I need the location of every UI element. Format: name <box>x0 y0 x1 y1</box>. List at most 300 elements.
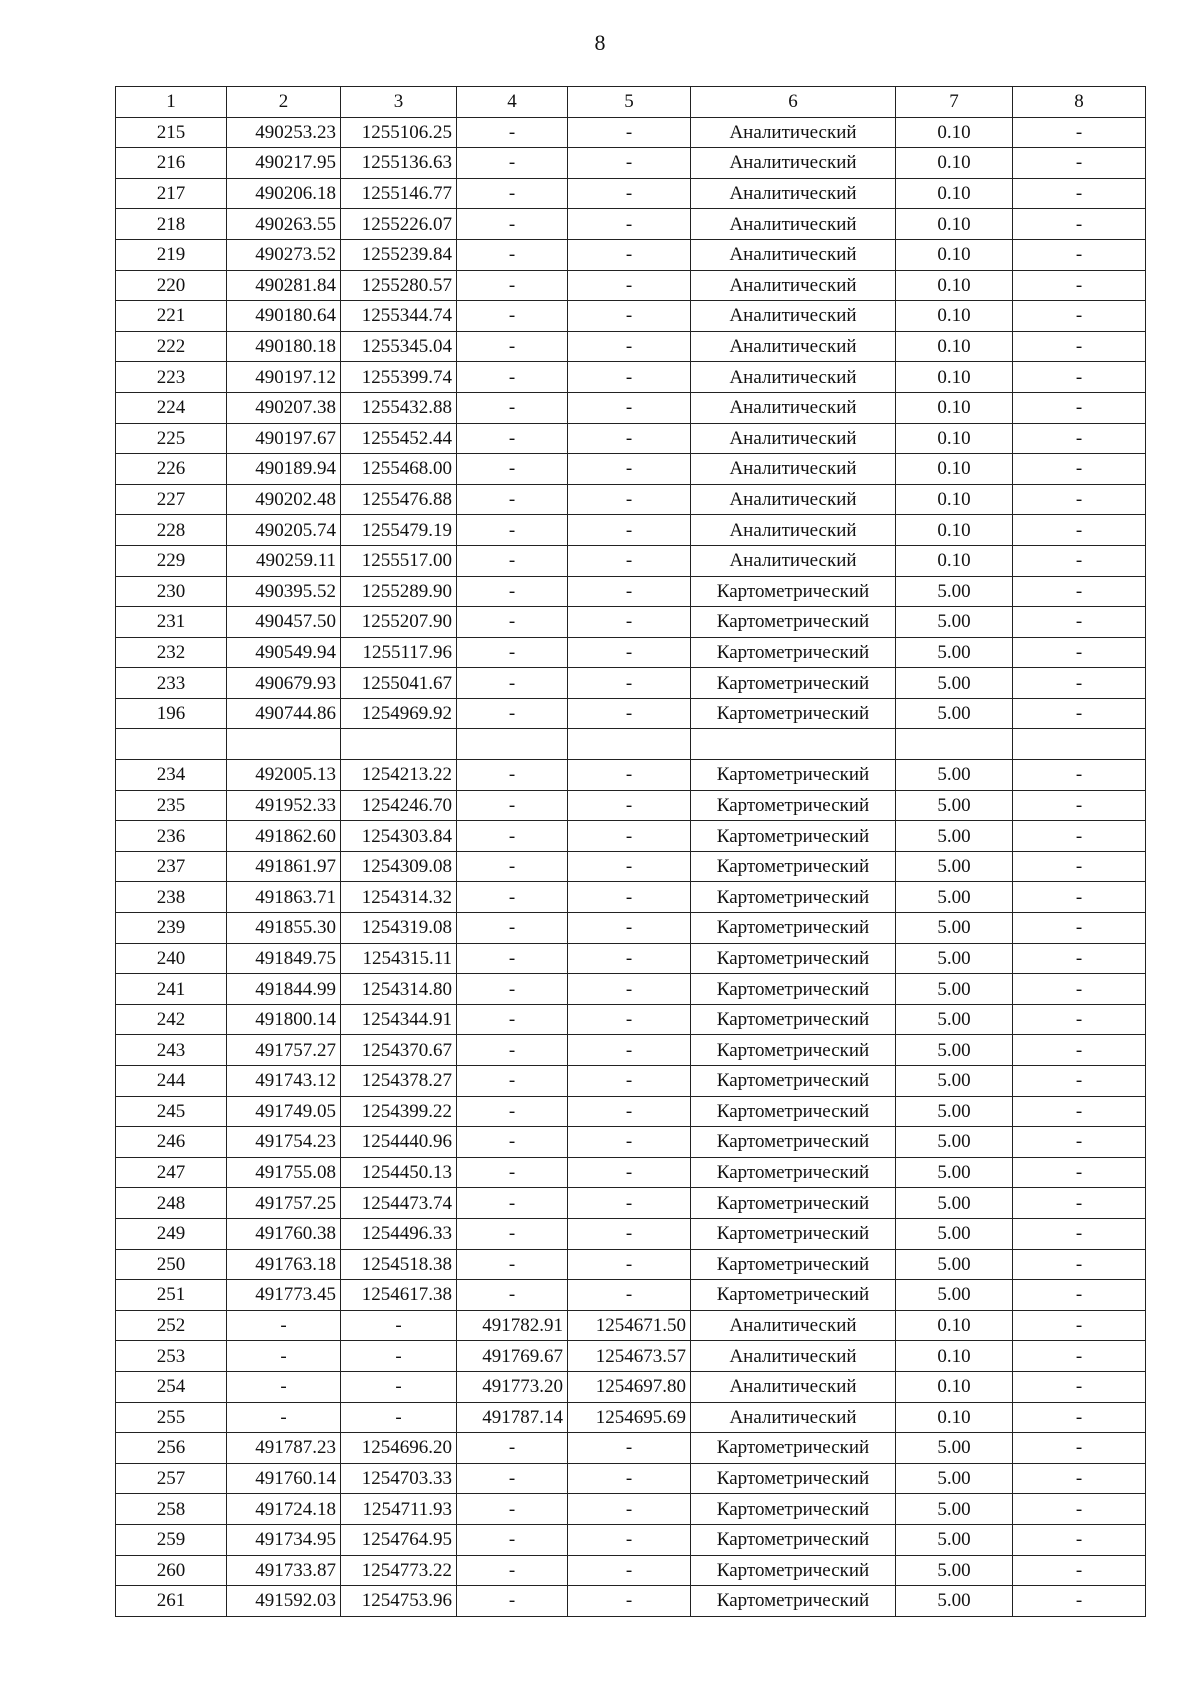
cell-description: - <box>1013 607 1146 638</box>
cell-method: Картометрический <box>691 1494 896 1525</box>
cell-x-coordinate: 491844.99 <box>227 974 341 1005</box>
cell-y-coordinate: 1254617.38 <box>341 1280 457 1311</box>
cell-point-number <box>116 729 227 760</box>
cell-new-y-coordinate: - <box>568 515 691 546</box>
cell-y-coordinate: 1254753.96 <box>341 1586 457 1617</box>
header-cell-4: 4 <box>457 87 568 118</box>
cell-description: - <box>1013 270 1146 301</box>
table-row <box>116 882 1146 913</box>
cell-accuracy: 0.10 <box>896 515 1013 546</box>
cell-y-coordinate: 1254518.38 <box>341 1249 457 1280</box>
cell-new-y-coordinate: - <box>568 239 691 270</box>
cell-new-y-coordinate: - <box>568 117 691 148</box>
cell-point-number: 228 <box>116 515 227 546</box>
cell-new-x-coordinate: - <box>457 882 568 913</box>
cell-y-coordinate: 1254309.08 <box>341 851 457 882</box>
cell-description: - <box>1013 698 1146 729</box>
cell-accuracy: 0.10 <box>896 362 1013 393</box>
cell-point-number: 230 <box>116 576 227 607</box>
cell-point-number: 229 <box>116 545 227 576</box>
cell-new-y-coordinate: - <box>568 209 691 240</box>
table-row <box>116 1066 1146 1097</box>
table-row <box>116 974 1146 1005</box>
header-row <box>116 87 1146 118</box>
cell-y-coordinate: 1254314.32 <box>341 882 457 913</box>
cell-point-number: 248 <box>116 1188 227 1219</box>
cell-method <box>691 729 896 760</box>
cell-accuracy: 5.00 <box>896 1004 1013 1035</box>
cell-new-x-coordinate: - <box>457 1494 568 1525</box>
cell-accuracy: 5.00 <box>896 821 1013 852</box>
cell-method: Аналитический <box>691 515 896 546</box>
cell-new-x-coordinate: - <box>457 1004 568 1035</box>
cell-description: - <box>1013 1188 1146 1219</box>
cell-y-coordinate: - <box>341 1371 457 1402</box>
cell-description: - <box>1013 1004 1146 1035</box>
cell-new-y-coordinate: - <box>568 1035 691 1066</box>
cell-method: Аналитический <box>691 209 896 240</box>
cell-new-x-coordinate: 491773.20 <box>457 1371 568 1402</box>
cell-new-x-coordinate: - <box>457 1555 568 1586</box>
cell-new-y-coordinate: - <box>568 148 691 179</box>
cell-method: Картометрический <box>691 821 896 852</box>
cell-accuracy: 0.10 <box>896 545 1013 576</box>
cell-point-number: 222 <box>116 331 227 362</box>
cell-y-coordinate: 1254969.92 <box>341 698 457 729</box>
cell-method: Картометрический <box>691 1035 896 1066</box>
cell-method: Аналитический <box>691 270 896 301</box>
cell-new-y-coordinate: - <box>568 698 691 729</box>
cell-method: Картометрический <box>691 668 896 699</box>
cell-method: Картометрический <box>691 760 896 791</box>
cell-y-coordinate: 1254246.70 <box>341 790 457 821</box>
cell-description: - <box>1013 1096 1146 1127</box>
cell-new-y-coordinate: - <box>568 1463 691 1494</box>
cell-accuracy: 5.00 <box>896 1157 1013 1188</box>
table-row <box>116 270 1146 301</box>
table-row <box>116 1402 1146 1433</box>
cell-new-x-coordinate: - <box>457 454 568 485</box>
cell-new-x-coordinate: - <box>457 576 568 607</box>
cell-accuracy: 5.00 <box>896 668 1013 699</box>
cell-description: - <box>1013 637 1146 668</box>
table-row <box>116 1249 1146 1280</box>
table-row <box>116 1035 1146 1066</box>
cell-new-y-coordinate: - <box>568 607 691 638</box>
cell-description: - <box>1013 239 1146 270</box>
cell-x-coordinate: 490207.38 <box>227 392 341 423</box>
cell-point-number: 220 <box>116 270 227 301</box>
table-row <box>116 851 1146 882</box>
cell-y-coordinate: 1254703.33 <box>341 1463 457 1494</box>
cell-accuracy: 5.00 <box>896 1463 1013 1494</box>
cell-description <box>1013 729 1146 760</box>
cell-method: Картометрический <box>691 1524 896 1555</box>
cell-point-number: 219 <box>116 239 227 270</box>
cell-y-coordinate: - <box>341 1402 457 1433</box>
cell-accuracy: 0.10 <box>896 148 1013 179</box>
cell-new-x-coordinate: - <box>457 331 568 362</box>
cell-x-coordinate: - <box>227 1310 341 1341</box>
cell-description: - <box>1013 1066 1146 1097</box>
cell-new-y-coordinate: 1254697.80 <box>568 1371 691 1402</box>
cell-point-number: 216 <box>116 148 227 179</box>
cell-y-coordinate: 1255239.84 <box>341 239 457 270</box>
cell-y-coordinate: 1254319.08 <box>341 913 457 944</box>
cell-description: - <box>1013 392 1146 423</box>
header-cell-7: 7 <box>896 87 1013 118</box>
cell-method: Картометрический <box>691 698 896 729</box>
header-cell-6: 6 <box>691 87 896 118</box>
cell-point-number: 234 <box>116 760 227 791</box>
cell-description: - <box>1013 148 1146 179</box>
cell-point-number: 260 <box>116 1555 227 1586</box>
cell-new-x-coordinate: - <box>457 1035 568 1066</box>
header-cell-2: 2 <box>227 87 341 118</box>
cell-description: - <box>1013 1524 1146 1555</box>
cell-accuracy: 0.10 <box>896 178 1013 209</box>
table-row <box>116 698 1146 729</box>
cell-new-x-coordinate: 491787.14 <box>457 1402 568 1433</box>
cell-x-coordinate: 490457.50 <box>227 607 341 638</box>
table-row <box>116 1157 1146 1188</box>
cell-method: Картометрический <box>691 1433 896 1464</box>
cell-point-number: 243 <box>116 1035 227 1066</box>
table-header <box>116 87 1146 118</box>
cell-accuracy: 5.00 <box>896 576 1013 607</box>
cell-new-y-coordinate: 1254673.57 <box>568 1341 691 1372</box>
cell-description: - <box>1013 1310 1146 1341</box>
cell-x-coordinate: 491760.38 <box>227 1218 341 1249</box>
cell-description: - <box>1013 851 1146 882</box>
coordinates-table <box>115 86 1146 1617</box>
cell-x-coordinate: 490189.94 <box>227 454 341 485</box>
cell-x-coordinate: - <box>227 1371 341 1402</box>
cell-new-x-coordinate: - <box>457 1586 568 1617</box>
header-cell-1: 1 <box>116 87 227 118</box>
cell-description: - <box>1013 362 1146 393</box>
cell-new-y-coordinate: - <box>568 1127 691 1158</box>
cell-x-coordinate: 491754.23 <box>227 1127 341 1158</box>
cell-y-coordinate: 1255280.57 <box>341 270 457 301</box>
cell-point-number: 258 <box>116 1494 227 1525</box>
cell-description: - <box>1013 1433 1146 1464</box>
cell-point-number: 241 <box>116 974 227 1005</box>
cell-accuracy: 5.00 <box>896 1127 1013 1158</box>
cell-new-x-coordinate: - <box>457 117 568 148</box>
cell-x-coordinate: 490180.18 <box>227 331 341 362</box>
cell-new-x-coordinate: - <box>457 1127 568 1158</box>
cell-method: Аналитический <box>691 301 896 332</box>
cell-x-coordinate: 491862.60 <box>227 821 341 852</box>
table-row <box>116 1188 1146 1219</box>
cell-point-number: 246 <box>116 1127 227 1158</box>
cell-x-coordinate: 491863.71 <box>227 882 341 913</box>
table-row <box>116 1555 1146 1586</box>
cell-accuracy: 5.00 <box>896 1494 1013 1525</box>
table-row <box>116 1433 1146 1464</box>
cell-new-x-coordinate: - <box>457 148 568 179</box>
table-row <box>116 637 1146 668</box>
cell-x-coordinate: 491592.03 <box>227 1586 341 1617</box>
cell-x-coordinate: - <box>227 1341 341 1372</box>
cell-method: Картометрический <box>691 1127 896 1158</box>
coordinates-table-container <box>115 86 1145 1617</box>
cell-new-x-coordinate: - <box>457 974 568 1005</box>
cell-new-y-coordinate: - <box>568 1218 691 1249</box>
cell-point-number: 215 <box>116 117 227 148</box>
cell-y-coordinate: 1254696.20 <box>341 1433 457 1464</box>
cell-point-number: 255 <box>116 1402 227 1433</box>
cell-new-y-coordinate: - <box>568 943 691 974</box>
cell-y-coordinate: 1255344.74 <box>341 301 457 332</box>
cell-y-coordinate: 1255041.67 <box>341 668 457 699</box>
cell-x-coordinate: 491861.97 <box>227 851 341 882</box>
cell-point-number: 253 <box>116 1341 227 1372</box>
cell-x-coordinate: 491855.30 <box>227 913 341 944</box>
cell-accuracy: 5.00 <box>896 851 1013 882</box>
cell-x-coordinate: 491755.08 <box>227 1157 341 1188</box>
cell-method: Аналитический <box>691 545 896 576</box>
cell-new-x-coordinate: - <box>457 484 568 515</box>
cell-accuracy: 0.10 <box>896 423 1013 454</box>
cell-x-coordinate: 490281.84 <box>227 270 341 301</box>
table-row <box>116 1371 1146 1402</box>
cell-new-y-coordinate: - <box>568 637 691 668</box>
cell-x-coordinate: 491757.27 <box>227 1035 341 1066</box>
cell-x-coordinate: 491757.25 <box>227 1188 341 1219</box>
cell-description: - <box>1013 821 1146 852</box>
cell-new-y-coordinate: - <box>568 576 691 607</box>
cell-point-number: 221 <box>116 301 227 332</box>
cell-new-x-coordinate: - <box>457 1218 568 1249</box>
cell-method: Картометрический <box>691 1249 896 1280</box>
cell-accuracy: 5.00 <box>896 698 1013 729</box>
cell-method: Картометрический <box>691 1157 896 1188</box>
cell-x-coordinate: 490217.95 <box>227 148 341 179</box>
cell-accuracy: 5.00 <box>896 882 1013 913</box>
cell-method: Картометрический <box>691 943 896 974</box>
cell-new-x-coordinate: - <box>457 239 568 270</box>
cell-new-y-coordinate: - <box>568 1433 691 1464</box>
cell-method: Картометрический <box>691 1066 896 1097</box>
cell-method: Аналитический <box>691 484 896 515</box>
table-row <box>116 760 1146 791</box>
cell-new-x-coordinate: - <box>457 790 568 821</box>
cell-method: Картометрический <box>691 1463 896 1494</box>
cell-method: Картометрический <box>691 576 896 607</box>
cell-new-y-coordinate: - <box>568 1524 691 1555</box>
cell-new-y-coordinate: 1254695.69 <box>568 1402 691 1433</box>
cell-method: Картометрический <box>691 974 896 1005</box>
table-row <box>116 545 1146 576</box>
cell-description: - <box>1013 117 1146 148</box>
table-row <box>116 301 1146 332</box>
table-body <box>116 117 1146 1616</box>
table-row <box>116 362 1146 393</box>
cell-point-number: 250 <box>116 1249 227 1280</box>
cell-y-coordinate: 1255289.90 <box>341 576 457 607</box>
cell-x-coordinate: 491734.95 <box>227 1524 341 1555</box>
cell-point-number: 218 <box>116 209 227 240</box>
header-cell-8: 8 <box>1013 87 1146 118</box>
table-row <box>116 668 1146 699</box>
cell-point-number: 238 <box>116 882 227 913</box>
cell-method: Картометрический <box>691 913 896 944</box>
cell-new-y-coordinate <box>568 729 691 760</box>
cell-y-coordinate: 1255432.88 <box>341 392 457 423</box>
cell-x-coordinate: 491733.87 <box>227 1555 341 1586</box>
cell-point-number: 225 <box>116 423 227 454</box>
cell-y-coordinate: 1254440.96 <box>341 1127 457 1158</box>
cell-description: - <box>1013 1494 1146 1525</box>
cell-new-y-coordinate: - <box>568 851 691 882</box>
cell-accuracy: 0.10 <box>896 1341 1013 1372</box>
cell-description: - <box>1013 423 1146 454</box>
cell-new-y-coordinate: - <box>568 178 691 209</box>
cell-accuracy: 5.00 <box>896 637 1013 668</box>
cell-accuracy: 5.00 <box>896 943 1013 974</box>
cell-new-y-coordinate: - <box>568 913 691 944</box>
cell-point-number: 196 <box>116 698 227 729</box>
cell-y-coordinate: 1255476.88 <box>341 484 457 515</box>
cell-x-coordinate <box>227 729 341 760</box>
cell-new-y-coordinate: - <box>568 270 691 301</box>
cell-description: - <box>1013 1371 1146 1402</box>
cell-description: - <box>1013 301 1146 332</box>
cell-y-coordinate: 1254496.33 <box>341 1218 457 1249</box>
table-row <box>116 1004 1146 1035</box>
cell-point-number: 236 <box>116 821 227 852</box>
cell-method: Аналитический <box>691 331 896 362</box>
cell-new-y-coordinate: - <box>568 484 691 515</box>
table-row <box>116 1524 1146 1555</box>
cell-x-coordinate: 490549.94 <box>227 637 341 668</box>
cell-description: - <box>1013 1280 1146 1311</box>
cell-y-coordinate: 1255345.04 <box>341 331 457 362</box>
cell-x-coordinate: 490180.64 <box>227 301 341 332</box>
cell-x-coordinate: 490395.52 <box>227 576 341 607</box>
cell-y-coordinate: 1255117.96 <box>341 637 457 668</box>
cell-new-y-coordinate: - <box>568 1188 691 1219</box>
cell-x-coordinate: 490679.93 <box>227 668 341 699</box>
cell-accuracy: 5.00 <box>896 1066 1013 1097</box>
cell-new-y-coordinate: - <box>568 423 691 454</box>
table-row <box>116 913 1146 944</box>
cell-y-coordinate: 1255207.90 <box>341 607 457 638</box>
cell-x-coordinate: 491743.12 <box>227 1066 341 1097</box>
cell-y-coordinate: 1254303.84 <box>341 821 457 852</box>
cell-new-y-coordinate: - <box>568 1157 691 1188</box>
cell-description: - <box>1013 331 1146 362</box>
cell-x-coordinate: 490205.74 <box>227 515 341 546</box>
cell-y-coordinate: 1254344.91 <box>341 1004 457 1035</box>
cell-y-coordinate: 1255136.63 <box>341 148 457 179</box>
cell-method: Аналитический <box>691 1341 896 1372</box>
cell-new-y-coordinate: - <box>568 392 691 423</box>
cell-accuracy: 0.10 <box>896 301 1013 332</box>
cell-accuracy: 5.00 <box>896 790 1013 821</box>
cell-y-coordinate: - <box>341 1341 457 1372</box>
cell-point-number: 252 <box>116 1310 227 1341</box>
cell-point-number: 227 <box>116 484 227 515</box>
cell-point-number: 251 <box>116 1280 227 1311</box>
cell-y-coordinate: 1255106.25 <box>341 117 457 148</box>
cell-y-coordinate: 1255452.44 <box>341 423 457 454</box>
cell-x-coordinate: 491952.33 <box>227 790 341 821</box>
cell-x-coordinate: - <box>227 1402 341 1433</box>
table-row <box>116 729 1146 760</box>
cell-description: - <box>1013 760 1146 791</box>
cell-new-x-coordinate: - <box>457 821 568 852</box>
cell-accuracy: 5.00 <box>896 974 1013 1005</box>
table-row <box>116 1310 1146 1341</box>
table-row <box>116 1127 1146 1158</box>
table-row <box>116 117 1146 148</box>
cell-description: - <box>1013 1249 1146 1280</box>
cell-description: - <box>1013 668 1146 699</box>
cell-new-x-coordinate: - <box>457 1096 568 1127</box>
cell-description: - <box>1013 882 1146 913</box>
cell-accuracy: 0.10 <box>896 454 1013 485</box>
cell-point-number: 233 <box>116 668 227 699</box>
cell-point-number: 224 <box>116 392 227 423</box>
cell-y-coordinate: 1255479.19 <box>341 515 457 546</box>
table-row <box>116 515 1146 546</box>
cell-new-y-coordinate: - <box>568 1586 691 1617</box>
cell-new-y-coordinate: - <box>568 760 691 791</box>
cell-y-coordinate: 1254473.74 <box>341 1188 457 1219</box>
cell-new-x-coordinate: - <box>457 515 568 546</box>
cell-new-x-coordinate: - <box>457 760 568 791</box>
cell-y-coordinate: 1254399.22 <box>341 1096 457 1127</box>
cell-y-coordinate: - <box>341 1310 457 1341</box>
cell-new-x-coordinate <box>457 729 568 760</box>
cell-new-y-coordinate: - <box>568 331 691 362</box>
table-row <box>116 392 1146 423</box>
cell-new-y-coordinate: - <box>568 882 691 913</box>
cell-method: Картометрический <box>691 1004 896 1035</box>
cell-accuracy: 5.00 <box>896 1035 1013 1066</box>
cell-new-x-coordinate: - <box>457 637 568 668</box>
table-row <box>116 1096 1146 1127</box>
cell-accuracy: 0.10 <box>896 392 1013 423</box>
cell-new-y-coordinate: - <box>568 790 691 821</box>
cell-point-number: 235 <box>116 790 227 821</box>
cell-method: Аналитический <box>691 362 896 393</box>
cell-x-coordinate: 491724.18 <box>227 1494 341 1525</box>
cell-new-x-coordinate: - <box>457 607 568 638</box>
cell-accuracy: 5.00 <box>896 1280 1013 1311</box>
cell-x-coordinate: 490263.55 <box>227 209 341 240</box>
cell-new-x-coordinate: - <box>457 1157 568 1188</box>
cell-accuracy: 5.00 <box>896 1524 1013 1555</box>
cell-accuracy: 0.10 <box>896 239 1013 270</box>
cell-method: Картометрический <box>691 1555 896 1586</box>
table-row <box>116 209 1146 240</box>
cell-x-coordinate: 490253.23 <box>227 117 341 148</box>
cell-accuracy: 5.00 <box>896 1218 1013 1249</box>
cell-description: - <box>1013 913 1146 944</box>
cell-y-coordinate: 1254213.22 <box>341 760 457 791</box>
cell-point-number: 232 <box>116 637 227 668</box>
cell-new-x-coordinate: - <box>457 1066 568 1097</box>
cell-description: - <box>1013 1555 1146 1586</box>
cell-accuracy: 5.00 <box>896 1249 1013 1280</box>
table-row <box>116 790 1146 821</box>
table-row <box>116 943 1146 974</box>
cell-y-coordinate: 1255468.00 <box>341 454 457 485</box>
